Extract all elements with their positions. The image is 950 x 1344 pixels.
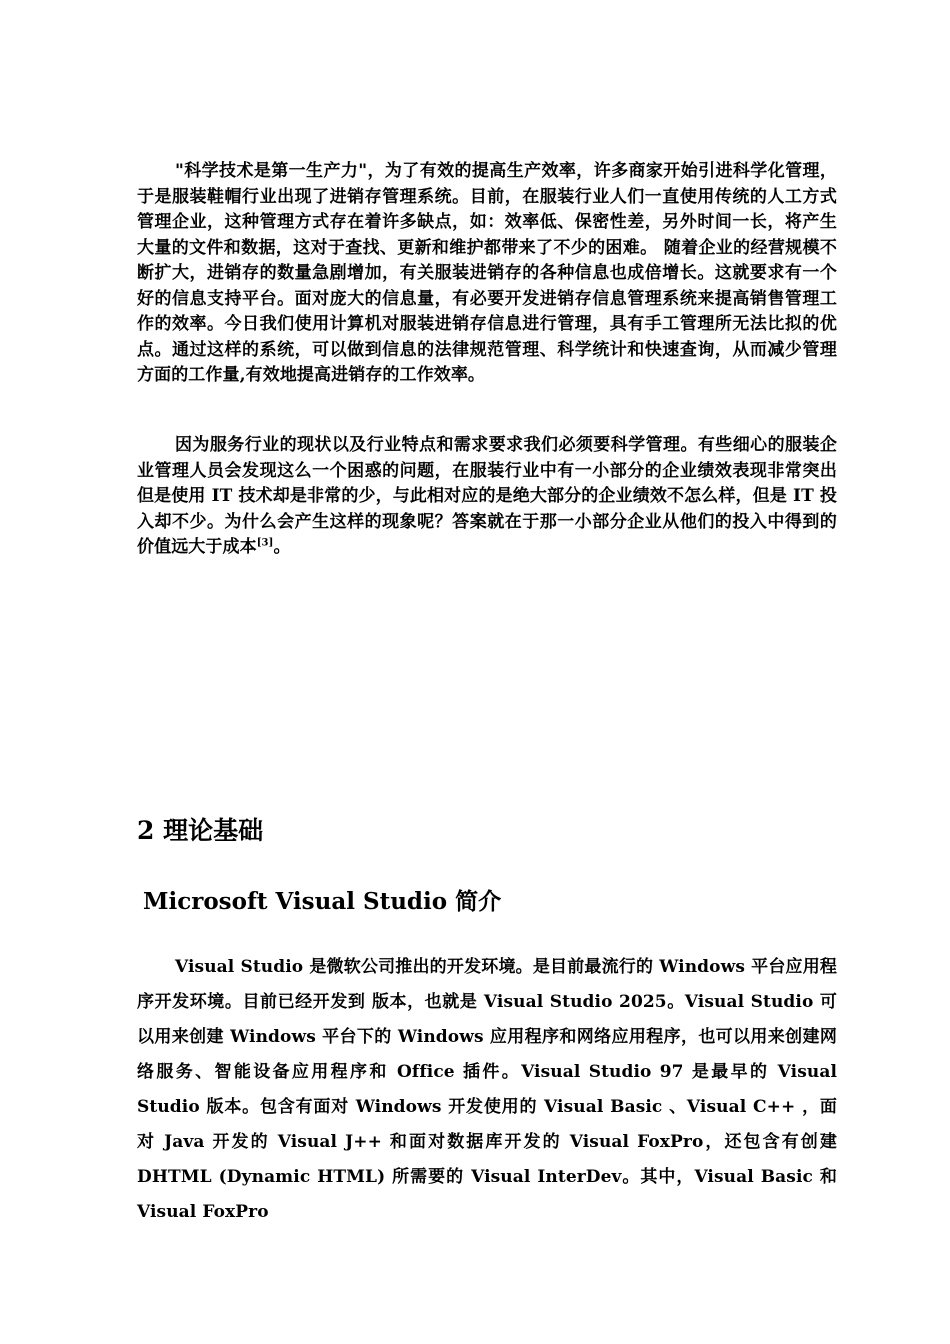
visual-studio-paragraph: Visual Studio 是微软公司推出的开发环境。是目前最流行的 Windows 平台应用程序开发环境。目前已经开发到 版本，也就是 Visual Studio 2025。Visual Studio 可以用来创建 Windows 平台下的 Windows 应用程序和网络应用程序，也可以用来创建网络服务、智能设备应用程序和 Office 插件。Visual Studio 97 是最早的 Visual Studio 版本。包含有面对 Windows 开发使用的 Visual Basic 、Visual C++ ，面对 Java 开发的 Visual J++ 和面对数据库开发的 Visual FoxPro，还包含有创建 DHTML (Dynamic HTML) 所需要的 Visual InterDev。其中，Visual Basic 和 Visual FoxPro <box>137 957 837 1222</box>
chapter-heading: 2 理论基础 <box>137 816 264 845</box>
intro-paragraph-1: "科学技术是第一生产力"，为了有效的提高生产效率，许多商家开始引进科学化管理，于是服装鞋帽行业出现了进销存管理系统。目前，在服装行业人们一直使用传统的人工方式管理企业，这种管理方式存在着许多缺点，如：效率低、保密性差，另外时间一长，将产生大量的文件和数据，这对于查找、更新和维护都带来了不少的困难。 随着企业的经营规模不断扩大，进销存的数量急剧增加，有关服装进销存的各种信息也成倍增长。这就要求有一个好的信息支持平台。面对庞大的信息量，有必要开发进销存信息管理系统来提高销售管理工作的效率。今日我们使用计算机对服装进销存信息进行管理，具有手工管理所无法比拟的优点。通过这样的系统，可以做到信息的法律规范管理、科学统计和快速查询，从而减少管理方面的工作量,有效地提高进销存的工作效率。 <box>137 161 837 385</box>
section-heading: Microsoft Visual Studio 简介 <box>143 888 502 915</box>
intro-paragraph-2-end: 。 <box>273 537 291 557</box>
intro-paragraph-2 <box>137 433 837 561</box>
intro-paragraph-2-text: 因为服务行业的现状以及行业特点和需求要求我们必须要科学管理。有些细心的服装企业管理人员会发现这么一个困惑的问题，在服装行业中有一小部分的企业绩效表现非常突出但是使用 IT 技术却是非常的少，与此相对应的是绝大部分的企业绩效不怎么样，但是 IT 投入却不少。为什么会产生这样的现象呢？答案就在于那一小部分企业从他们的投入中得到的价值远大于成本 <box>137 435 837 557</box>
citation-reference: [3] <box>256 537 274 549</box>
